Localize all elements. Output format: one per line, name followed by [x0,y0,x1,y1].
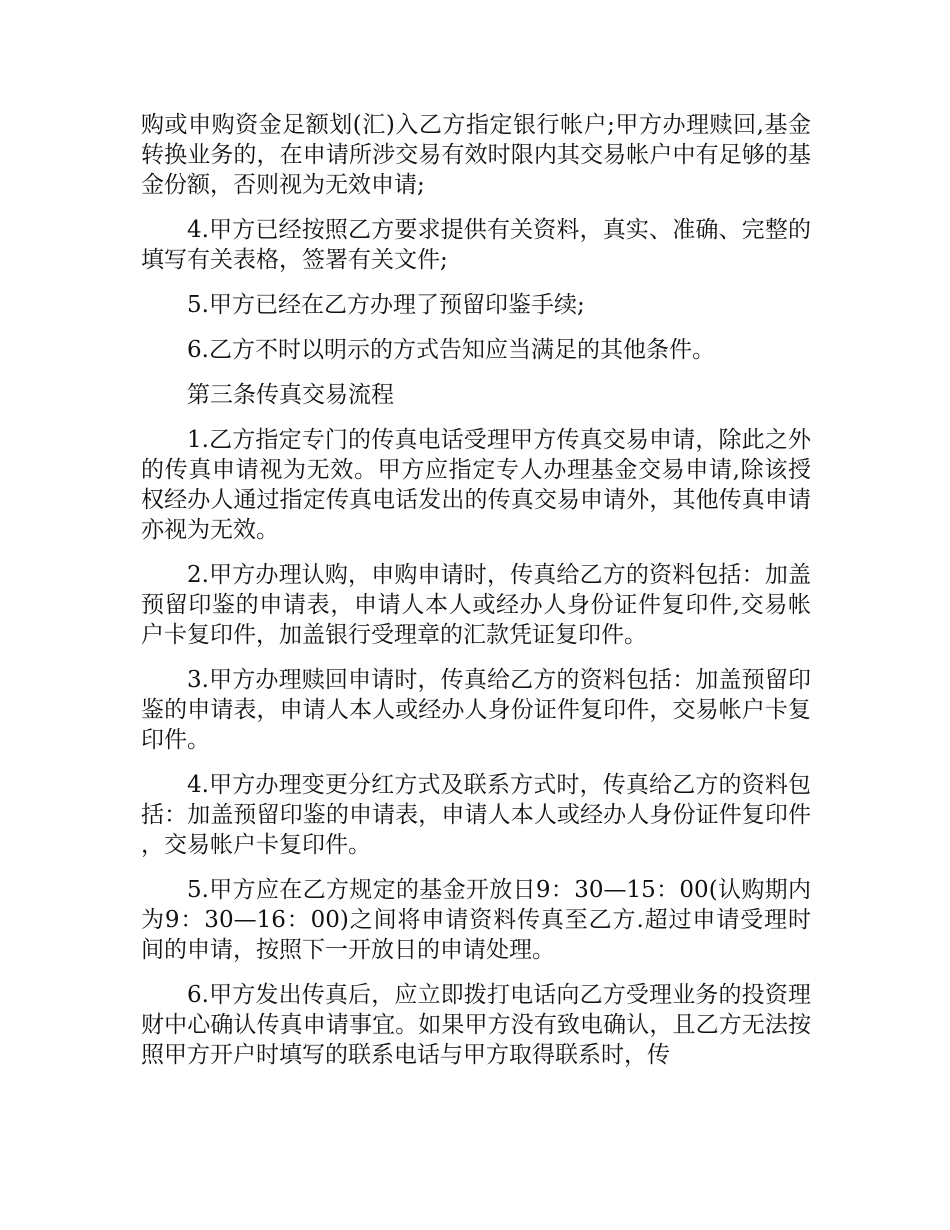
paragraph-procedure-6: 6.甲方发出传真后，应立即拨打电话向乙方受理业务的投资理财中心确认传真申请事宜。如果甲方没有致电确认，且乙方无法按照甲方开户时填写的联系电话与甲方取得联系时，传 [141,982,811,1068]
paragraph-procedure-2: 2.甲方办理认购，申购申请时，传真给乙方的资料包括：加盖预留印鉴的申请表，申请人本人或经办人身份证件复印件,交易帐户卡复印件，加盖银行受理章的汇款凭证复印件。 [141,562,811,648]
paragraph-condition-6: 6.乙方不时以明示的方式告知应当满足的其他条件。 [187,337,715,363]
paragraph-condition-4: 4.甲方已经按照乙方要求提供有关资料，真实、准确、完整的填写有关表格，签署有关文件; [141,217,811,273]
paragraph-procedure-4: 4.甲方办理变更分红方式及联系方式时，传真给乙方的资料包括：加盖预留印鉴的申请表，申请人本人或经办人身份证件复印件，交易帐户卡复印件。 [141,772,811,858]
paragraph-condition-5: 5.甲方已经在乙方办理了预留印鉴手续; [187,292,585,318]
paragraph-procedure-5: 5.甲方应在乙方规定的基金开放日9：30—15：00(认购期内为9：30—16：00)之间将申请资料传真至乙方.超过申请受理时间的申请，按照下一开放日的申请处理。 [141,877,811,963]
section-heading-article-3: 第三条传真交易流程 [187,382,394,408]
document-body [141,110,811,1085]
paragraph-continuation: 购或申购资金足额划(汇)入乙方指定银行帐户;甲方办理赎回,基金转换业务的，在申请所涉交易有效时限内其交易帐户中有足够的基金份额，否则视为无效申请; [141,112,811,198]
paragraph-procedure-3: 3.甲方办理赎回申请时，传真给乙方的资料包括：加盖预留印鉴的申请表，申请人本人或经办人身份证件复印件，交易帐户卡复印件。 [141,667,811,753]
paragraph-procedure-1: 1.乙方指定专门的传真电话受理甲方传真交易申请，除此之外的传真申请视为无效。甲方应指定专人办理基金交易申请,除该授权经办人通过指定传真电话发出的传真交易申请外，其他传真申请亦视为无效。 [141,427,811,543]
